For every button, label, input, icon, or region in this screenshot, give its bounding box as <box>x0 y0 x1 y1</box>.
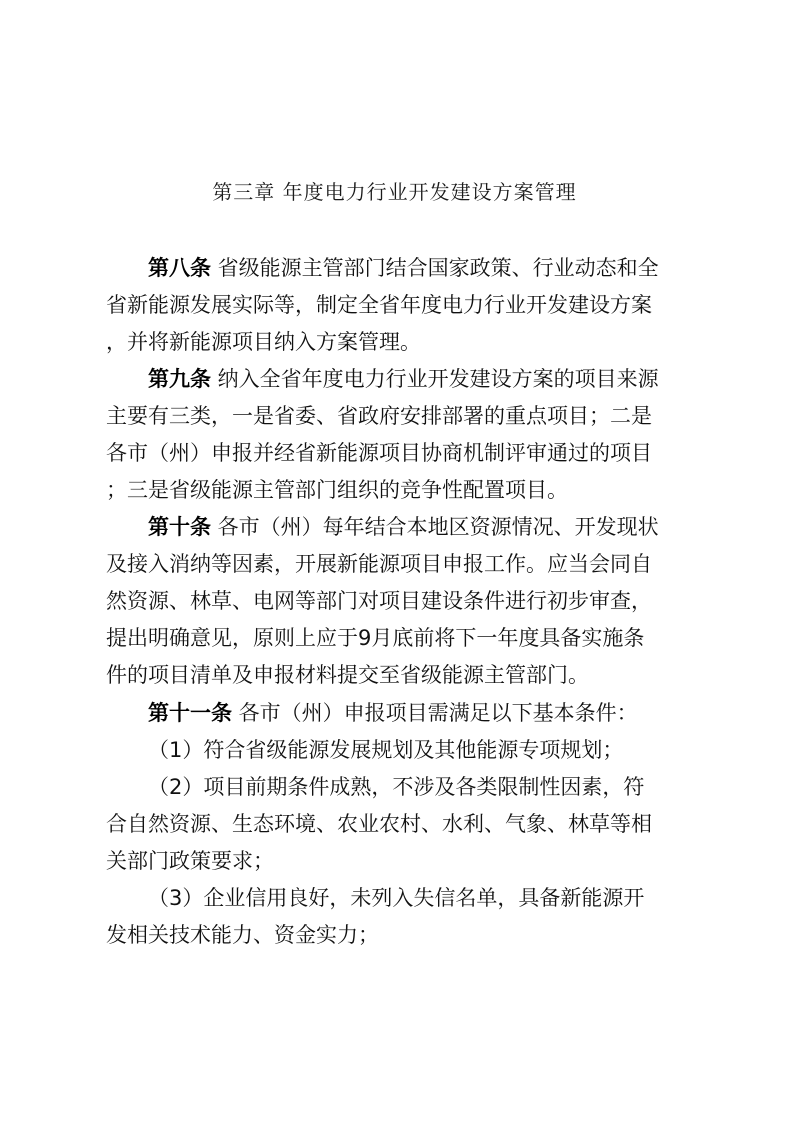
chapter-title: 第三章 年度电力行业开发建设方案管理 <box>212 180 577 204</box>
article-10-line-2: 及接入消纳等因素，开展新能源项目申报工作。应当会同自 <box>106 552 652 576</box>
article-10-line-3: 然资源、林草、电网等部门对项目建设条件进行初步审查， <box>106 589 652 613</box>
article-11-item-2-line-3: 关部门政策要求； <box>106 849 274 873</box>
article-9-number: 第九条 <box>148 367 211 391</box>
article-10-text-1: 各市（州）每年结合本地区资源情况、开发现状 <box>211 515 659 539</box>
article-11-item-2-line-1: （2）项目前期条件成熟，不涉及各类限制性因素，符 <box>148 775 645 799</box>
article-9-line-4: ；三是省级能源主管部门组织的竞争性配置项目。 <box>106 478 568 502</box>
article-10-line-5: 件的项目清单及申报材料提交至省级能源主管部门。 <box>106 663 589 687</box>
article-11-number: 第十一条 <box>148 701 232 725</box>
article-10-line-4: 提出明确意见，原则上应于9月底前将下一年度具备实施条 <box>106 626 645 650</box>
article-8-text-1: 省级能源主管部门结合国家政策、行业动态和全 <box>211 256 659 280</box>
article-11-line-1 <box>148 698 696 728</box>
article-8-line-1 <box>148 253 696 283</box>
article-9-line-3: 各市（州）申报并经省新能源项目协商机制评审通过的项目 <box>106 441 652 465</box>
article-11-item-3-line-2: 发相关技术能力、资金实力； <box>106 923 379 947</box>
article-11-item-3-line-1: （3）企业信用良好，未列入失信名单，具备新能源开 <box>148 886 645 910</box>
article-11-text-1: 各市（州）申报项目需满足以下基本条件： <box>232 701 638 725</box>
article-10-line-1 <box>148 512 696 542</box>
article-9-line-1 <box>148 364 696 394</box>
article-11-item-1: （1）符合省级能源发展规划及其他能源专项规划； <box>148 738 624 762</box>
article-10-number: 第十条 <box>148 515 211 539</box>
article-8-line-2: 省新能源发展实际等，制定全省年度电力行业开发建设方案 <box>106 293 652 317</box>
article-9-text-1: 纳入全省年度电力行业开发建设方案的项目来源 <box>211 367 659 391</box>
article-8-line-3: ，并将新能源项目纳入方案管理。 <box>106 330 421 354</box>
article-9-line-2: 主要有三类，一是省委、省政府安排部署的重点项目；二是 <box>106 404 652 428</box>
article-8-number: 第八条 <box>148 256 211 280</box>
article-11-item-2-line-2: 合自然资源、生态环境、农业农村、水利、气象、林草等相 <box>106 812 652 836</box>
